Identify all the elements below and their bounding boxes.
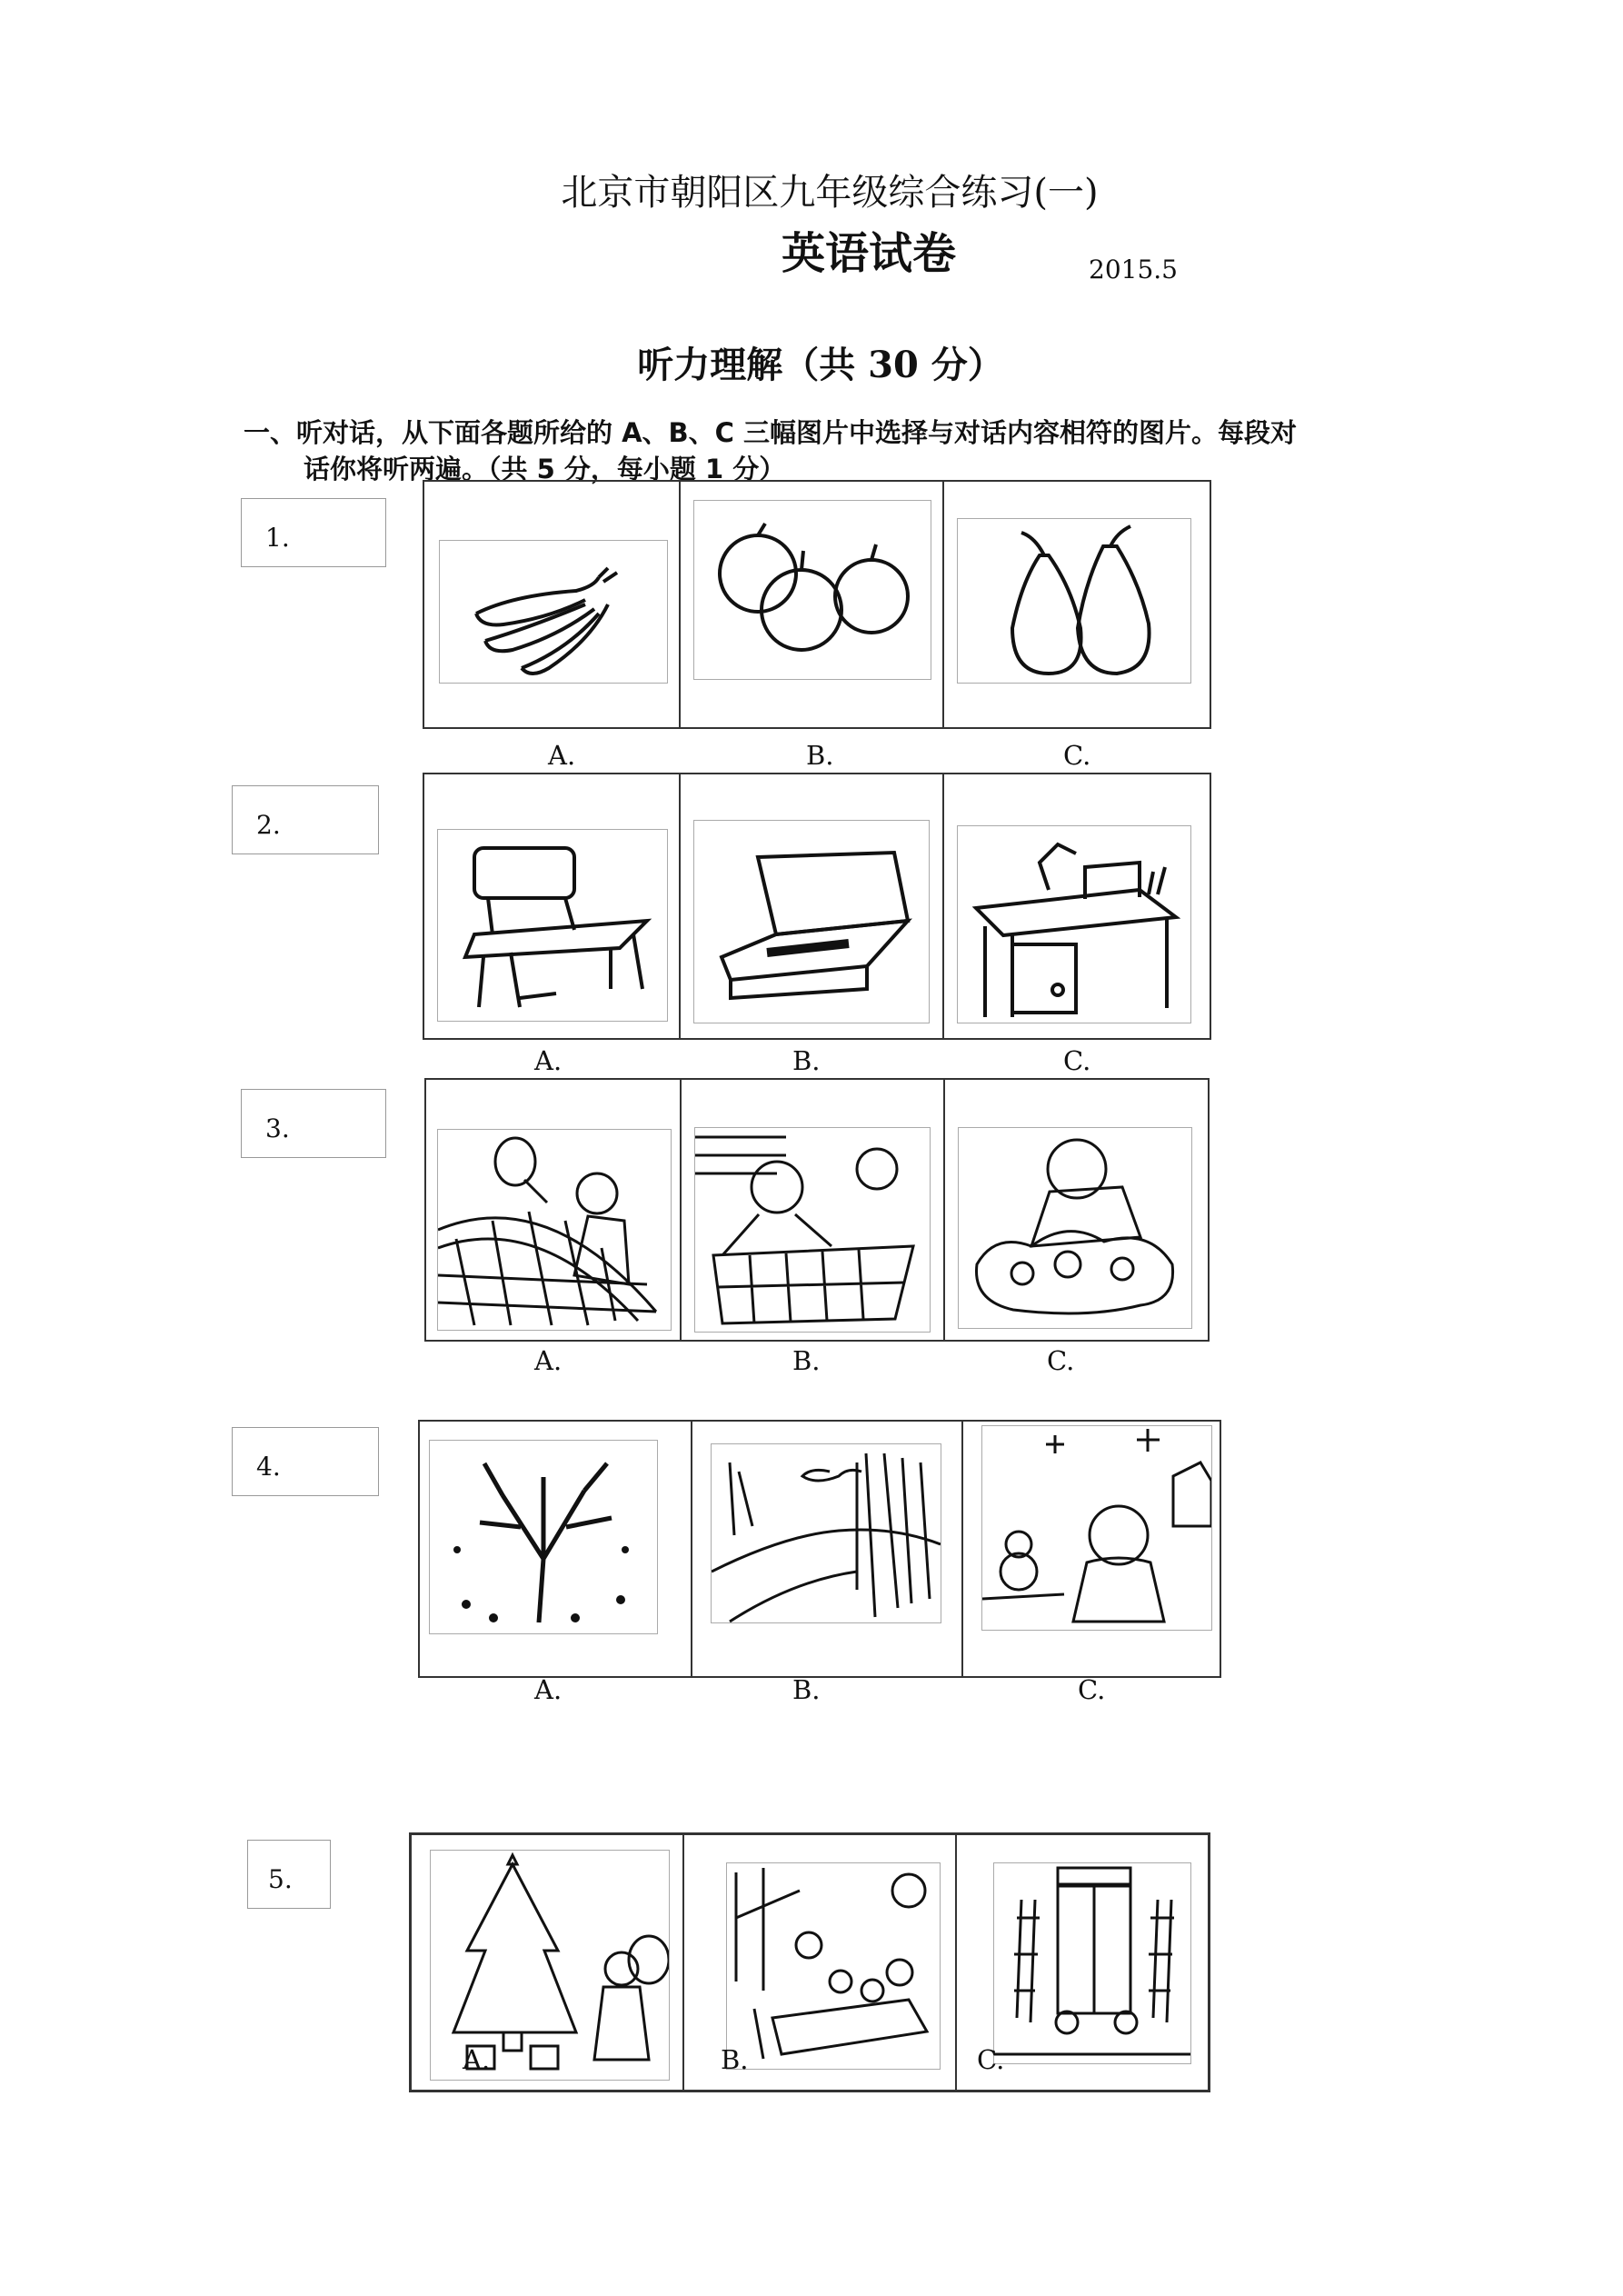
- bananas-icon: [439, 540, 668, 684]
- exam-date: 2015.5: [1089, 255, 1178, 285]
- autumn-tree-icon: [429, 1440, 658, 1634]
- option-label: A.: [534, 1345, 563, 1376]
- option-label: C.: [1063, 1045, 1091, 1076]
- question-number: 1.: [265, 523, 290, 553]
- option-b-cell[interactable]: [682, 1080, 944, 1340]
- option-c-cell[interactable]: [945, 1080, 1208, 1340]
- option-label: C.: [1047, 1345, 1075, 1376]
- option-c-cell[interactable]: [944, 482, 1210, 727]
- spring-willow-icon: [711, 1443, 941, 1623]
- option-label: C.: [977, 2044, 1005, 2075]
- question-number-box[interactable]: [232, 785, 379, 854]
- chair-icon: [437, 829, 668, 1022]
- option-label: C.: [1063, 740, 1091, 771]
- section-title: 听力理解（共 30 分）: [637, 344, 1004, 386]
- question-number: 2.: [256, 810, 281, 840]
- question-number-box[interactable]: [241, 1089, 386, 1158]
- option-b-cell[interactable]: [681, 774, 944, 1038]
- question-1-pictures: [423, 480, 1211, 729]
- option-label: B.: [721, 2044, 749, 2075]
- option-a-cell[interactable]: [424, 774, 681, 1038]
- option-label: A.: [463, 2044, 491, 2075]
- instruction-line-1: 一、听对话，从下面各题所给的 A、B、C 三幅图片中选择与对话内容相符的图片。每段对: [244, 417, 1298, 448]
- pencil-box-icon: [693, 820, 930, 1023]
- option-b-cell[interactable]: [684, 1835, 957, 2090]
- tennis-icon: [437, 1129, 672, 1331]
- option-a-cell[interactable]: [426, 1080, 682, 1340]
- option-a-cell[interactable]: [412, 1835, 684, 2090]
- question-number: 5.: [268, 1864, 293, 1894]
- question-number-box[interactable]: [232, 1427, 379, 1496]
- question-number-box[interactable]: [241, 498, 386, 567]
- apples-icon: [693, 500, 931, 680]
- option-label: C.: [1078, 1674, 1106, 1705]
- option-c-cell[interactable]: [963, 1422, 1220, 1676]
- section-instruction: [244, 414, 1425, 487]
- shopping-icon: [694, 1127, 931, 1333]
- option-label: A.: [548, 740, 576, 771]
- exam-region-title: 北京市朝阳区九年级综合练习(一): [561, 172, 1099, 214]
- option-label: B.: [806, 740, 834, 771]
- question-number: 4.: [256, 1452, 281, 1482]
- option-label: B.: [792, 1674, 821, 1705]
- instruction-line-2: 话你将听两遍。（共 5 分，每小题 1 分）: [304, 454, 786, 484]
- exam-subject-title: 英语试卷: [782, 228, 957, 279]
- option-label: A.: [534, 1045, 563, 1076]
- option-label: B.: [792, 1045, 821, 1076]
- question-5-pictures: [409, 1832, 1210, 2092]
- mid-autumn-icon: [726, 1862, 941, 2070]
- option-label: A.: [534, 1674, 563, 1705]
- winter-snow-icon: [981, 1425, 1212, 1631]
- option-label: B.: [792, 1345, 821, 1376]
- washing-icon: [958, 1127, 1192, 1329]
- option-b-cell[interactable]: [692, 1422, 963, 1676]
- question-2-pictures: [423, 773, 1211, 1040]
- option-c-cell[interactable]: [957, 1835, 1208, 2090]
- option-b-cell[interactable]: [681, 482, 944, 727]
- question-3-pictures: [424, 1078, 1210, 1342]
- option-a-cell[interactable]: [424, 482, 681, 727]
- option-c-cell[interactable]: [944, 774, 1210, 1038]
- question-number: 3.: [265, 1113, 290, 1143]
- option-a-cell[interactable]: [420, 1422, 692, 1676]
- desk-icon: [957, 825, 1191, 1023]
- pears-icon: [957, 518, 1191, 684]
- spring-festival-icon: [993, 1862, 1191, 2064]
- question-number-box[interactable]: [247, 1840, 331, 1909]
- question-4-pictures: [418, 1420, 1221, 1678]
